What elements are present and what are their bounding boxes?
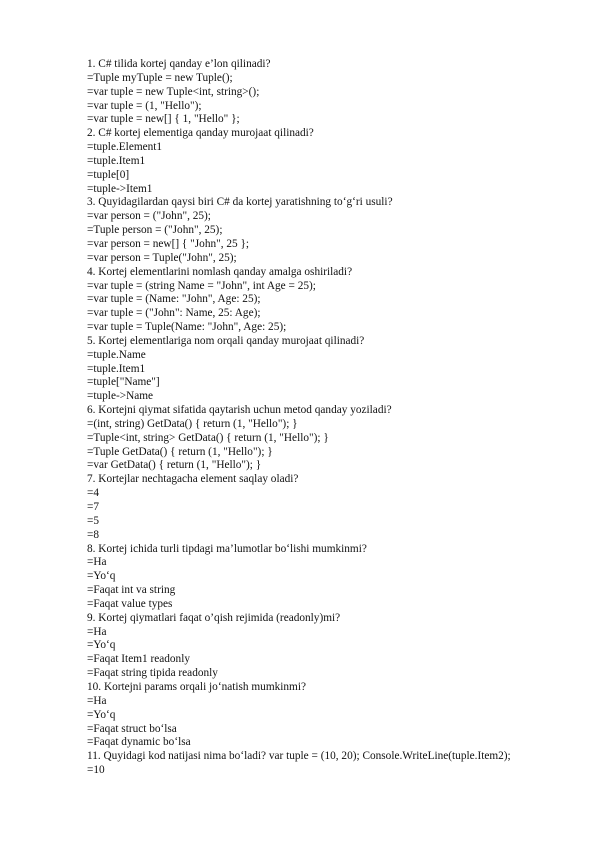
- answer-option: =var tuple = (Name: "John", Age: 25);: [87, 293, 261, 306]
- answer-option: =var tuple = Tuple(Name: "John", Age: 25);: [87, 321, 287, 334]
- answer-option: =4: [87, 487, 100, 500]
- answer-option: =Tuple<int, string> GetData() { return (1, "Hello"); }: [87, 431, 329, 444]
- answer-option: =Tuple GetData() { return (1, "Hello"); }: [87, 445, 273, 458]
- answer-option: =var tuple = new[] { 1, "Hello" };: [87, 113, 240, 126]
- question-text: 4. Kortej elementlarini nomlash qanday amalga oshiriladi?: [87, 265, 353, 278]
- answer-option: =Faqat Item1 readonly: [87, 653, 190, 666]
- question-text: 2. C# kortej elementiga qanday murojaat qilinadi?: [87, 127, 314, 140]
- answer-option: =10: [87, 764, 105, 777]
- answer-option: =var person = new[] { "John", 25 };: [87, 237, 250, 250]
- answer-option: =Faqat value types: [87, 597, 173, 610]
- answer-option: =Ha: [87, 625, 107, 638]
- answer-option: =var person = Tuple("John", 25);: [87, 251, 237, 264]
- answer-option: =var tuple = (1, "Hello");: [87, 99, 202, 112]
- answer-option: =var tuple = new Tuple<int, string>();: [87, 85, 260, 98]
- answer-option: =tuple.Name: [87, 348, 146, 361]
- answer-option: =var person = ("John", 25);: [87, 210, 211, 223]
- question-text: 8. Kortej ichida turli tipdagi ma’lumotlar bo‘lishi mumkinmi?: [87, 542, 367, 555]
- question-text: 11. Quyidagi kod natijasi nima bo‘ladi? var tuple = (10, 20); Console.WriteLine(tuple.Item2);: [87, 750, 511, 763]
- answer-option: =tuple->Name: [87, 390, 154, 403]
- question-text: 1. C# tilida kortej qanday e’lon qilinadi?: [87, 58, 271, 70]
- answer-option: =tuple.Item1: [87, 154, 146, 167]
- answer-option: =Faqat string tipida readonly: [87, 667, 218, 680]
- document-text: [87, 58, 567, 778]
- answer-option: =tuple.Element1: [87, 141, 163, 154]
- answer-option: =Yo‘q: [87, 570, 116, 583]
- answer-option: =(int, string) GetData() { return (1, "Hello"); }: [87, 417, 298, 430]
- answer-option: =tuple.Item1: [87, 362, 146, 375]
- answer-option: =Faqat struct bo‘lsa: [87, 722, 177, 735]
- question-text: 6. Kortejni qiymat sifatida qaytarish uchun metod qanday yoziladi?: [87, 404, 392, 417]
- answer-option: =5: [87, 514, 100, 527]
- question-text: 7. Kortejlar nechtagacha element saqlay oladi?: [87, 473, 299, 486]
- answer-option: =Tuple myTuple = new Tuple();: [87, 71, 233, 84]
- answer-option: =Yo‘q: [87, 708, 116, 721]
- question-text: 3. Quyidagilardan qaysi biri C# da kortej yaratishning to‘g‘ri usuli?: [87, 196, 393, 209]
- answer-option: =8: [87, 528, 100, 541]
- answer-option: =tuple->Item1: [87, 182, 153, 195]
- answer-option: =tuple["Name"]: [87, 376, 160, 389]
- question-text: 9. Kortej qiymatlari faqat o’qish rejimida (readonly)mi?: [87, 611, 341, 624]
- answer-option: =Faqat dynamic bo‘lsa: [87, 736, 191, 749]
- answer-option: =tuple[0]: [87, 168, 130, 181]
- answer-option: =Yo‘q: [87, 639, 116, 652]
- answer-option: =var tuple = (string Name = "John", int Age = 25);: [87, 279, 316, 292]
- question-text: 5. Kortej elementlariga nom orqali qanday murojaat qilinadi?: [87, 334, 365, 347]
- answer-option: =Ha: [87, 556, 107, 569]
- answer-option: =7: [87, 501, 100, 513]
- answer-option: =var GetData() { return (1, "Hello"); }: [87, 459, 262, 472]
- answer-option: =Tuple person = ("John", 25);: [87, 224, 223, 237]
- answer-option: =Ha: [87, 694, 107, 707]
- answer-option: =var tuple = ("John": Name, 25: Age);: [87, 307, 261, 320]
- question-text: 10. Kortejni params orqali jo‘natish mumkinmi?: [87, 680, 306, 693]
- answer-option: =Faqat int va string: [87, 584, 176, 597]
